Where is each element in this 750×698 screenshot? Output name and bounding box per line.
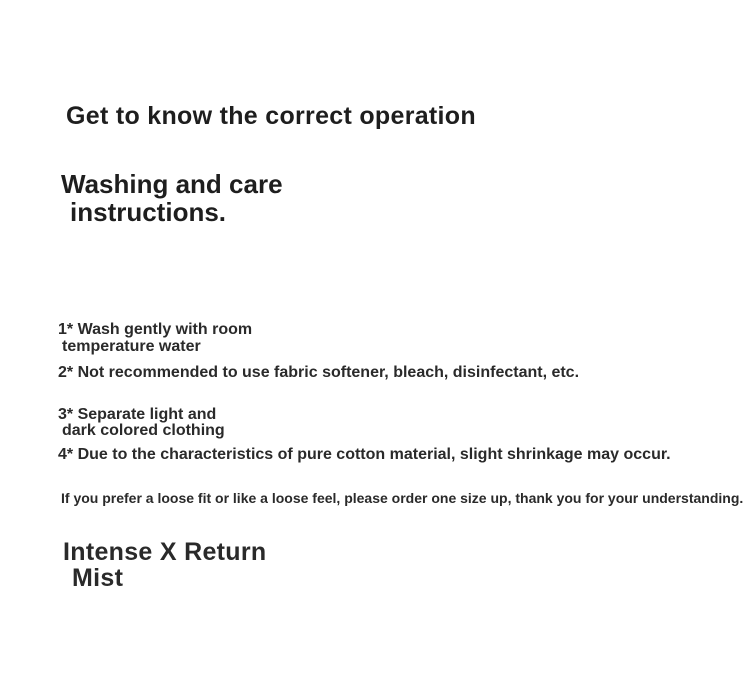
page-title: Get to know the correct operation	[66, 102, 476, 130]
section-title-line-2: instructions.	[70, 197, 227, 227]
instruction-4: 4* Due to the characteristics of pure cotton material, slight shrinkage may occur.	[58, 446, 671, 463]
brand-name-line-2: Mist	[72, 564, 124, 592]
instruction-1-line-2: temperature water	[62, 338, 201, 355]
instruction-3-line-2: dark colored clothing	[62, 422, 225, 439]
instruction-2: 2* Not recommended to use fabric softener, bleach, disinfectant, etc.	[58, 364, 580, 381]
instruction-1-line-1: 1* Wash gently with room	[58, 321, 253, 338]
instruction-3-line-1: 3* Separate light and	[58, 406, 217, 423]
brand-name-line-1: Intense X Return	[63, 538, 267, 566]
size-note: If you prefer a loose fit or like a loose feel, please order one size up, thank you for your understanding.	[61, 490, 744, 506]
section-title-line-1: Washing and care	[61, 169, 283, 199]
